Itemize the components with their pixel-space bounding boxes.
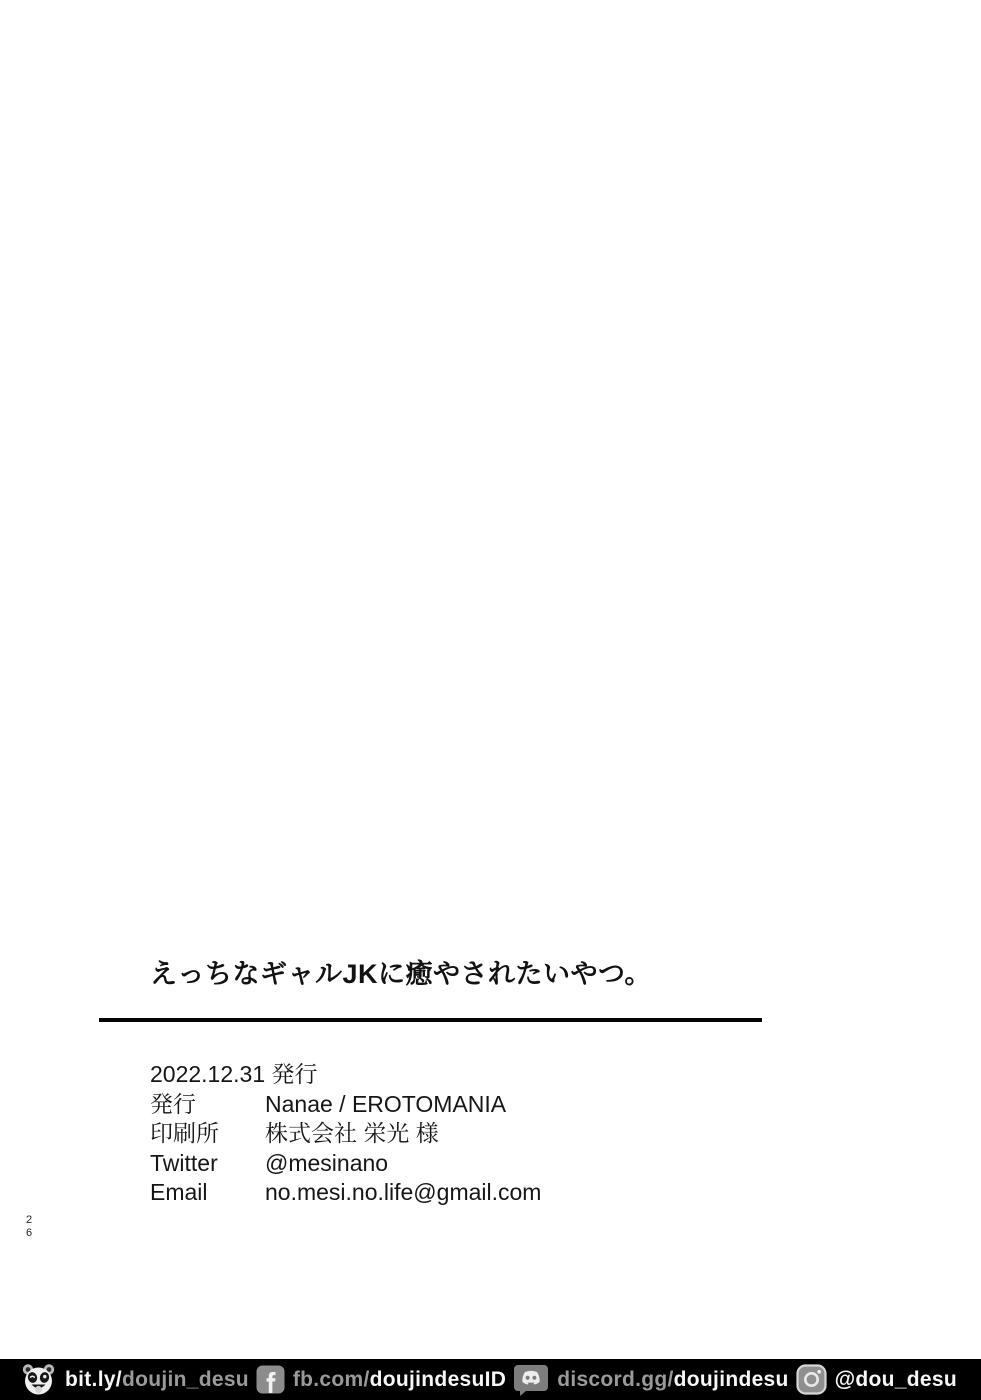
colophon-row-publisher	[150, 1090, 541, 1120]
colophon-label: 印刷所	[150, 1120, 219, 1146]
footer-link-text	[65, 1368, 249, 1392]
colophon-row-email	[150, 1178, 541, 1208]
email-address: no.mesi.no.life@gmail.com	[265, 1179, 542, 1205]
footer-link-prefix: bit.ly/	[65, 1367, 122, 1391]
footer-link-handle: doujindesuID	[369, 1367, 507, 1391]
printer-name: 株式会社 栄光 様	[265, 1120, 439, 1146]
twitter-handle: @mesinano	[265, 1149, 389, 1176]
publisher-name: Nanae / EROTOMANIA	[265, 1090, 507, 1117]
page-number: 26	[23, 1214, 35, 1240]
footer-link-prefix: discord.gg/	[557, 1367, 674, 1391]
colophon-label: Email	[150, 1179, 208, 1205]
publication-date-line	[150, 1060, 541, 1090]
discord-icon	[513, 1364, 549, 1396]
doujin-title: えっちなギャルJKに癒やされたいやつ。	[150, 959, 652, 989]
footer-link-text	[835, 1368, 957, 1392]
footer-link-bitly[interactable]	[20, 1363, 249, 1396]
footer-link-prefix: fb.com/	[292, 1367, 370, 1391]
colophon-label: Twitter	[150, 1149, 218, 1176]
colophon-block	[150, 1060, 541, 1208]
panda-icon	[20, 1363, 57, 1396]
footer-link-discord[interactable]	[513, 1364, 788, 1396]
publication-date: 2022.12.31 発行	[150, 1061, 318, 1087]
colophon-row-printer	[150, 1119, 541, 1149]
colophon-label: 発行	[150, 1090, 196, 1117]
footer-link-facebook[interactable]	[256, 1365, 506, 1394]
footer-link-text	[293, 1368, 506, 1392]
instagram-icon	[796, 1364, 827, 1395]
footer-link-text	[557, 1368, 788, 1392]
footer-link-handle: @dou_desu	[834, 1367, 957, 1391]
footer-link-handle: doujin_desu	[121, 1367, 249, 1391]
footer-link-handle: doujindesu	[673, 1367, 789, 1391]
footer-link-instagram[interactable]	[796, 1364, 957, 1395]
facebook-icon	[256, 1365, 285, 1394]
footer-bar	[0, 1359, 981, 1400]
colophon-row-twitter	[150, 1149, 541, 1179]
divider-rule	[99, 1018, 762, 1022]
